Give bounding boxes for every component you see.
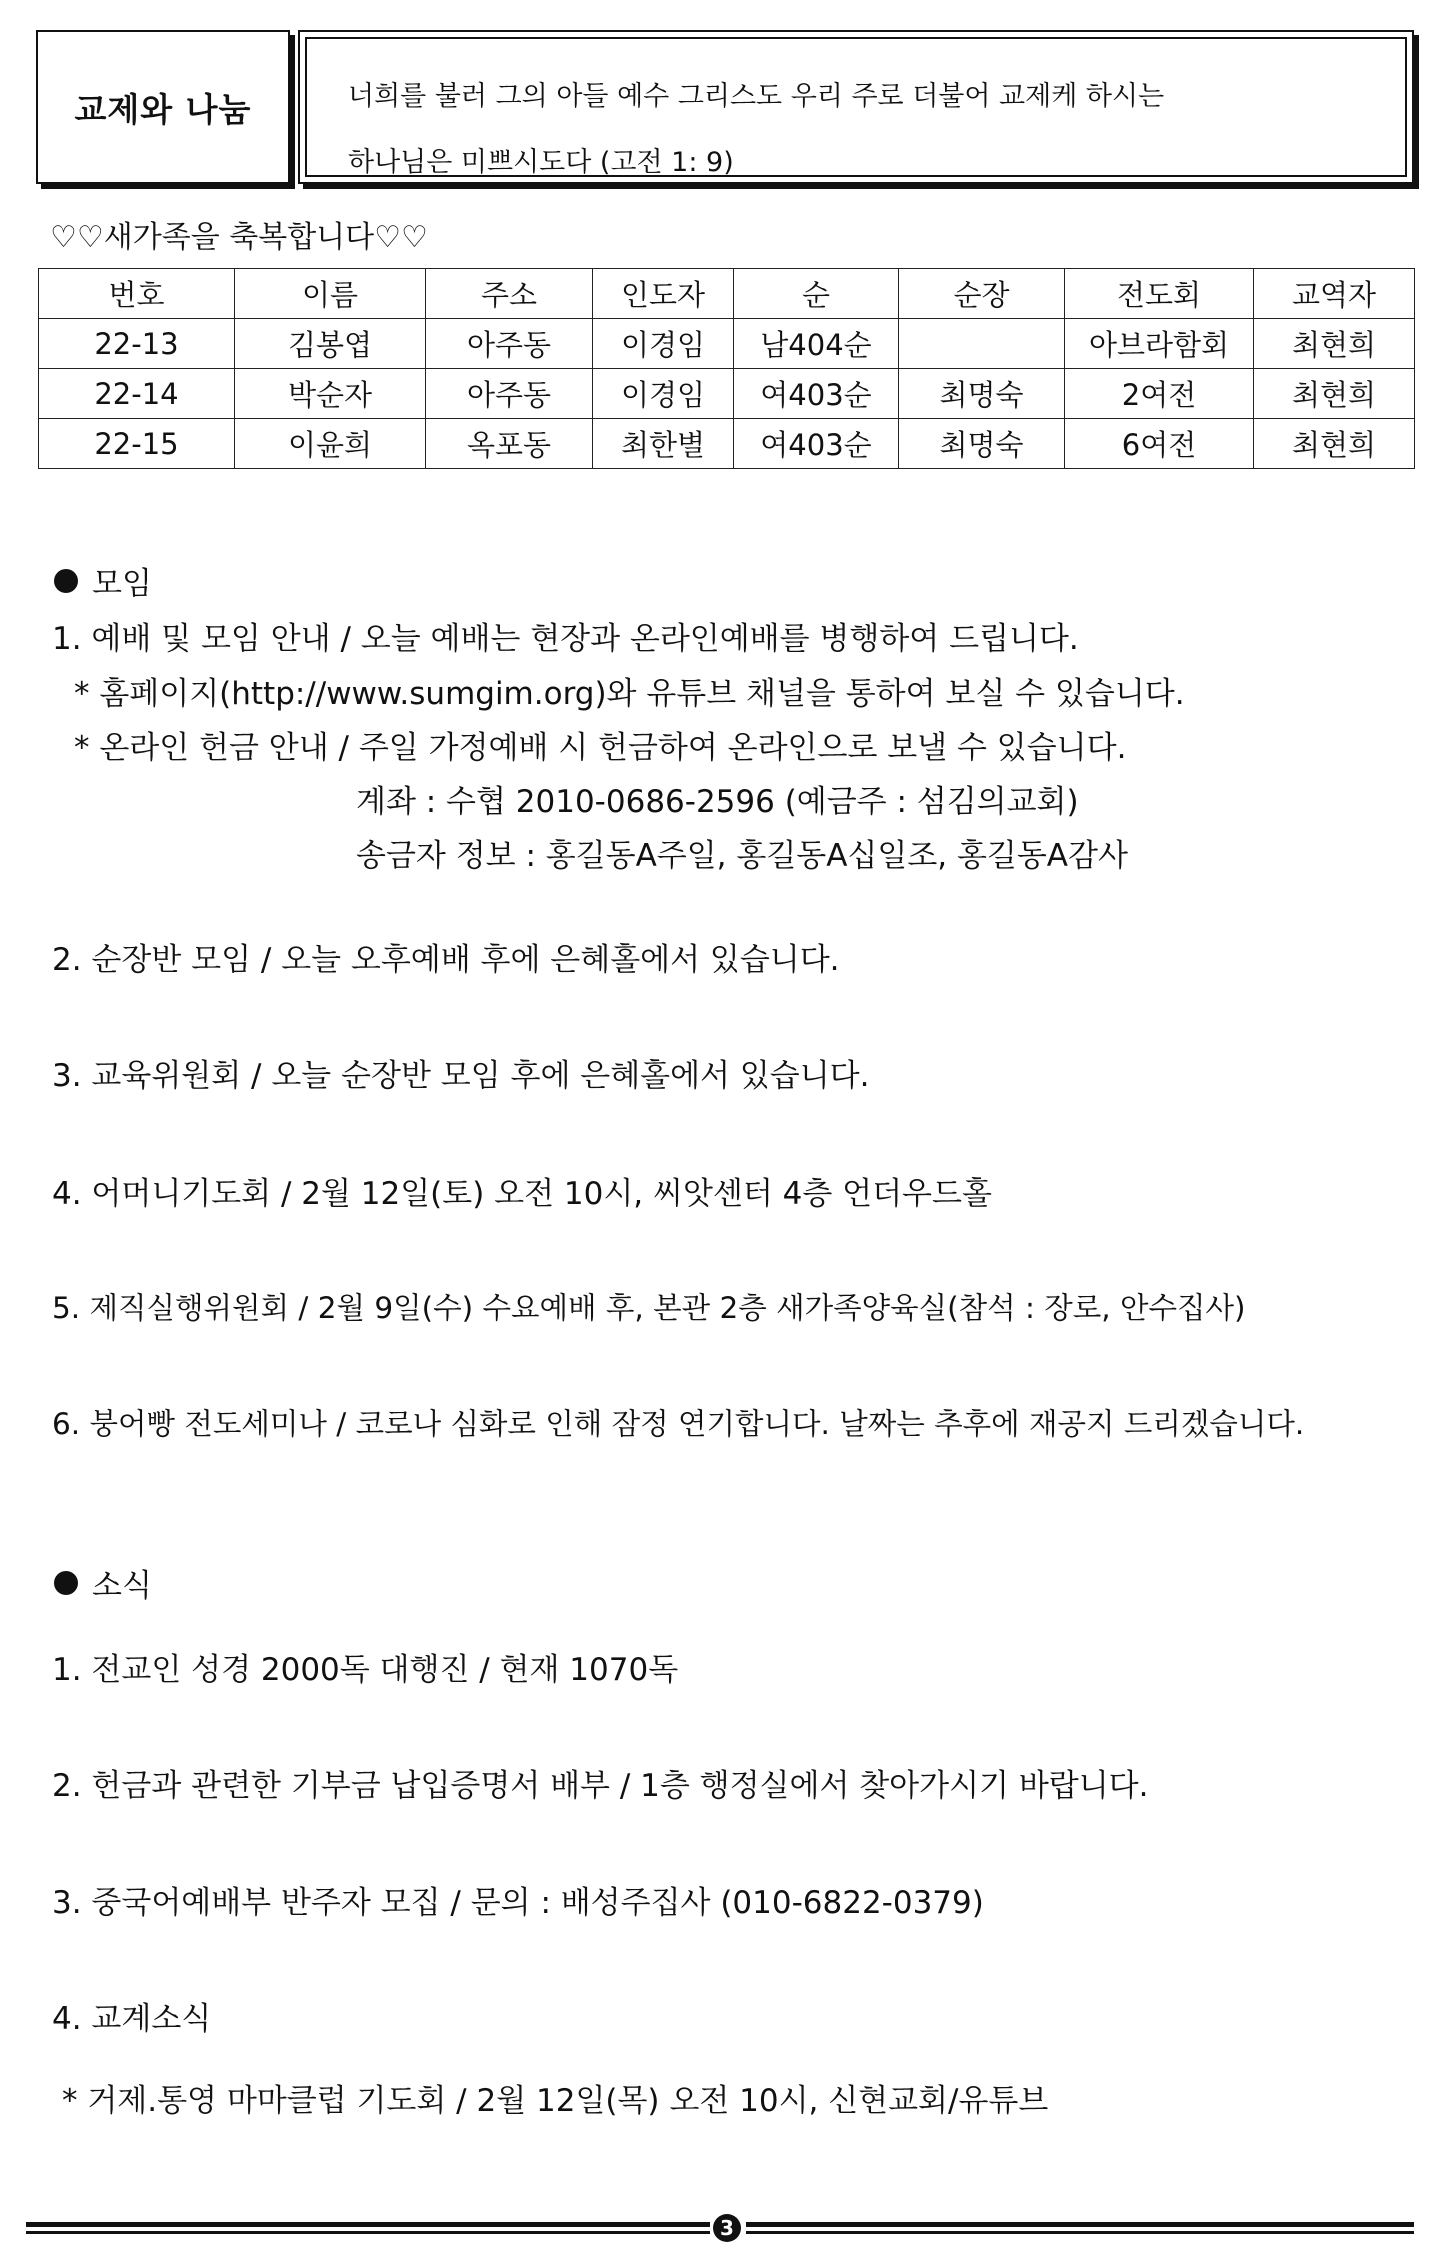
table-cell: 남404순	[734, 319, 899, 369]
table-cell: 최한별	[593, 419, 734, 469]
bullet-icon	[54, 1571, 78, 1595]
news-item-3: 3. 중국어예배부 반주자 모집 / 문의 : 배성주집사 (010-6822-0379)	[52, 1885, 984, 1921]
table-cell	[899, 319, 1065, 369]
table-cell: 최명숙	[899, 419, 1065, 469]
column-header: 인도자	[593, 269, 734, 319]
table-row	[39, 369, 1415, 419]
table-cell: 여403순	[734, 419, 899, 469]
new-family-title: ♡♡새가족을 축복합니다♡♡	[50, 220, 428, 255]
table-cell: 박순자	[235, 369, 426, 419]
column-header: 전도회	[1065, 269, 1254, 319]
table-cell: 22-15	[39, 419, 235, 469]
footer-rule-right	[746, 2222, 1414, 2234]
table-cell: 김봉엽	[235, 319, 426, 369]
gatherings-item-1-note-2: * 온라인 헌금 안내 / 주일 가정예배 시 헌금하여 온라인으로 보낼 수 있습니다.	[74, 730, 1127, 766]
table-header-row	[39, 269, 1415, 319]
table-cell: 2여전	[1065, 369, 1254, 419]
table-cell: 아주동	[426, 319, 593, 369]
column-header: 이름	[235, 269, 426, 319]
table-cell: 이윤희	[235, 419, 426, 469]
table-cell: 6여전	[1065, 419, 1254, 469]
news-heading-text: 소식	[92, 1568, 152, 1604]
table-cell: 최현희	[1254, 419, 1415, 469]
table-cell: 이경임	[593, 369, 734, 419]
gatherings-heading	[54, 558, 152, 603]
table-cell: 아브라함회	[1065, 319, 1254, 369]
page-number: 3	[713, 2214, 741, 2242]
section-title-box	[36, 30, 290, 184]
column-header: 교역자	[1254, 269, 1415, 319]
news-item-1: 1. 전교인 성경 2000독 대행진 / 현재 1070독	[52, 1652, 679, 1688]
gatherings-item-1-note-1: * 홈페이지(http://www.sumgim.org)와 유튜브 채널을 통하여 보실 수 있습니다.	[74, 676, 1185, 712]
table-cell: 여403순	[734, 369, 899, 419]
new-family-table	[38, 268, 1415, 469]
gatherings-item-4: 4. 어머니기도회 / 2월 12일(토) 오전 10시, 씨앗센터 4층 언더우드홀	[52, 1176, 992, 1212]
table-cell: 이경임	[593, 319, 734, 369]
column-header: 순	[734, 269, 899, 319]
bullet-icon	[54, 569, 78, 593]
table-cell: 아주동	[426, 369, 593, 419]
gatherings-item-3: 3. 교육위원회 / 오늘 순장반 모임 후에 은혜홀에서 있습니다.	[52, 1058, 870, 1094]
verse-line-2: 하나님은 미쁘시도다 (고전 1: 9)	[348, 147, 734, 178]
column-header: 주소	[426, 269, 593, 319]
table-cell: 최명숙	[899, 369, 1065, 419]
gatherings-item-6: 6. 붕어빵 전도세미나 / 코로나 심화로 인해 잠정 연기합니다. 날짜는 추후에 재공지 드리겠습니다.	[52, 1407, 1305, 1441]
section-title: 교제와 나눔	[74, 89, 252, 129]
table-cell: 옥포동	[426, 419, 593, 469]
table-row	[39, 419, 1415, 469]
gatherings-item-5: 5. 제직실행위원회 / 2월 9일(수) 수요예배 후, 본관 2층 새가족양육실(참석 : 장로, 안수집사)	[52, 1291, 1246, 1325]
verse-box	[298, 30, 1414, 184]
table-cell: 최현희	[1254, 319, 1415, 369]
news-item-4: 4. 교계소식	[52, 2001, 212, 2037]
gatherings-item-2: 2. 순장반 모임 / 오늘 오후예배 후에 은혜홀에서 있습니다.	[52, 942, 840, 978]
news-item-2: 2. 헌금과 관련한 기부금 납입증명서 배부 / 1층 행정실에서 찾아가시기 바랍니다.	[52, 1768, 1149, 1804]
column-header: 번호	[39, 269, 235, 319]
footer-rule-left	[26, 2222, 710, 2234]
verse-line-1: 너희를 불러 그의 아들 예수 그리스도 우리 주로 더불어 교제케 하시는	[348, 81, 1165, 112]
table-cell: 22-14	[39, 369, 235, 419]
gatherings-item-1: 1. 예배 및 모임 안내 / 오늘 예배는 현장과 온라인예배를 병행하여 드립니다.	[52, 621, 1079, 657]
gatherings-heading-text: 모임	[92, 566, 152, 602]
table-row	[39, 319, 1415, 369]
news-item-4-note: * 거제.통영 마마클럽 기도회 / 2월 12일(목) 오전 10시, 신현교회/유튜브	[62, 2083, 1049, 2119]
sender-info-line: 송금자 정보 : 홍길동A주일, 홍길동A십일조, 홍길동A감사	[356, 838, 1128, 874]
news-heading	[54, 1560, 152, 1605]
table-cell: 22-13	[39, 319, 235, 369]
table-cell: 최현희	[1254, 369, 1415, 419]
column-header: 순장	[899, 269, 1065, 319]
bank-account-line: 계좌 : 수협 2010-0686-2596 (예금주 : 섬김의교회)	[356, 784, 1079, 820]
